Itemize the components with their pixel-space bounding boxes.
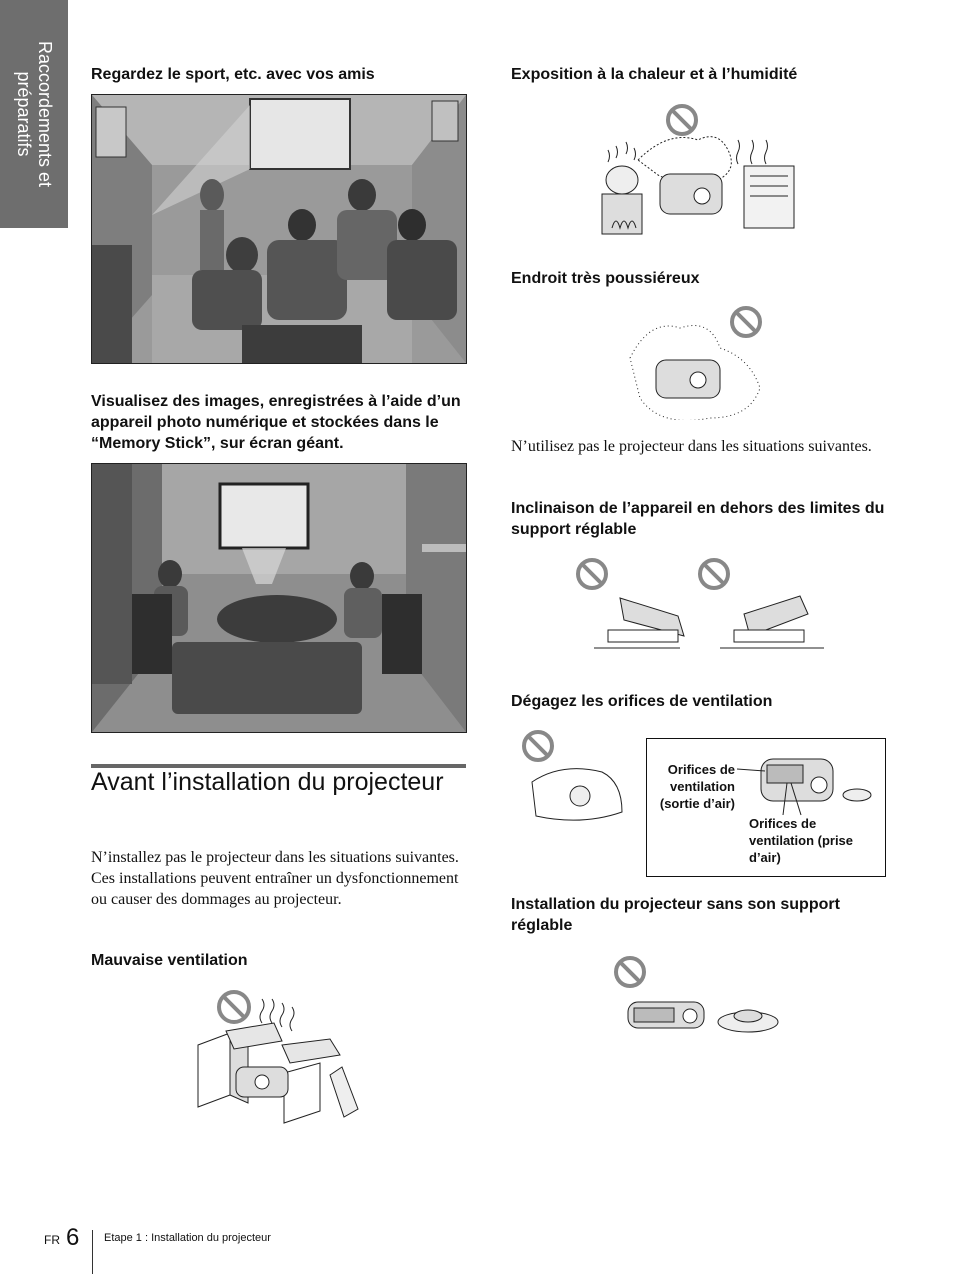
ventilation-callout-box <box>646 738 886 877</box>
heading-clear-vents: Dégagez les orifices de ventilation <box>511 693 773 710</box>
prohibition-icon <box>732 308 760 336</box>
side-tab-label: Raccordements et préparatifs <box>14 40 55 188</box>
illustration-tilt-limits <box>574 556 830 658</box>
prohibition-icon <box>668 106 696 134</box>
footer-divider <box>92 1230 93 1274</box>
dont-use-paragraph: N’utilisez pas le projecteur dans les situations suivantes. <box>511 438 872 455</box>
heading-no-stand: Installation du projecteur sans son support réglable <box>511 896 840 934</box>
label-air-outlet: Orifices de ventilation (sortie d’air) <box>659 762 735 811</box>
footer-language: FR <box>44 1233 60 1247</box>
heading-bad-ventilation: Mauvaise ventilation <box>91 952 248 969</box>
prohibition-icon <box>524 732 552 760</box>
label-air-inlet: Orifices de ventilation (prise d’air) <box>749 816 854 865</box>
prohibition-icon <box>616 958 644 986</box>
footer-chapter: Etape 1 : Installation du projecteur <box>104 1232 271 1244</box>
illustration-bad-ventilation <box>190 985 360 1125</box>
illustration-covered-projector <box>518 728 628 830</box>
section-side-tab <box>0 0 68 228</box>
heading-heat-humidity: Exposition à la chaleur et à l’humidité <box>511 66 798 83</box>
illustration-heat-humidity <box>598 100 798 238</box>
illustration-no-stand <box>610 952 790 1044</box>
section-title: Avant l’installation du projecteur <box>91 768 444 796</box>
intro-paragraph: N’installez pas le projecteur dans les situations suivantes. Ces installations peuvent entraîner un dysfonctionnement ou causer des dommages au projecteur. <box>91 849 459 908</box>
prohibition-icon <box>578 560 606 588</box>
footer-page-number: 6 <box>66 1224 80 1251</box>
photo-sport-viewing <box>91 94 467 364</box>
illustration-vents-projector <box>737 749 877 819</box>
heading-memory-stick-images: Visualisez des images, enregistrées à l’aide d’un appareil photo numérique et stockées dans le “Memory Stick”, sur écran géant. <box>91 393 461 452</box>
photo-living-room-screen <box>91 463 467 733</box>
heading-tilt-limits: Inclinaison de l’appareil en dehors des limites du support réglable <box>511 500 885 538</box>
heading-dusty-place: Endroit très poussiéreux <box>511 270 700 287</box>
heading-sport: Regardez le sport, etc. avec vos amis <box>91 66 375 83</box>
prohibition-icon <box>700 560 728 588</box>
illustration-dusty-place <box>626 302 776 420</box>
prohibition-icon <box>219 992 249 1022</box>
